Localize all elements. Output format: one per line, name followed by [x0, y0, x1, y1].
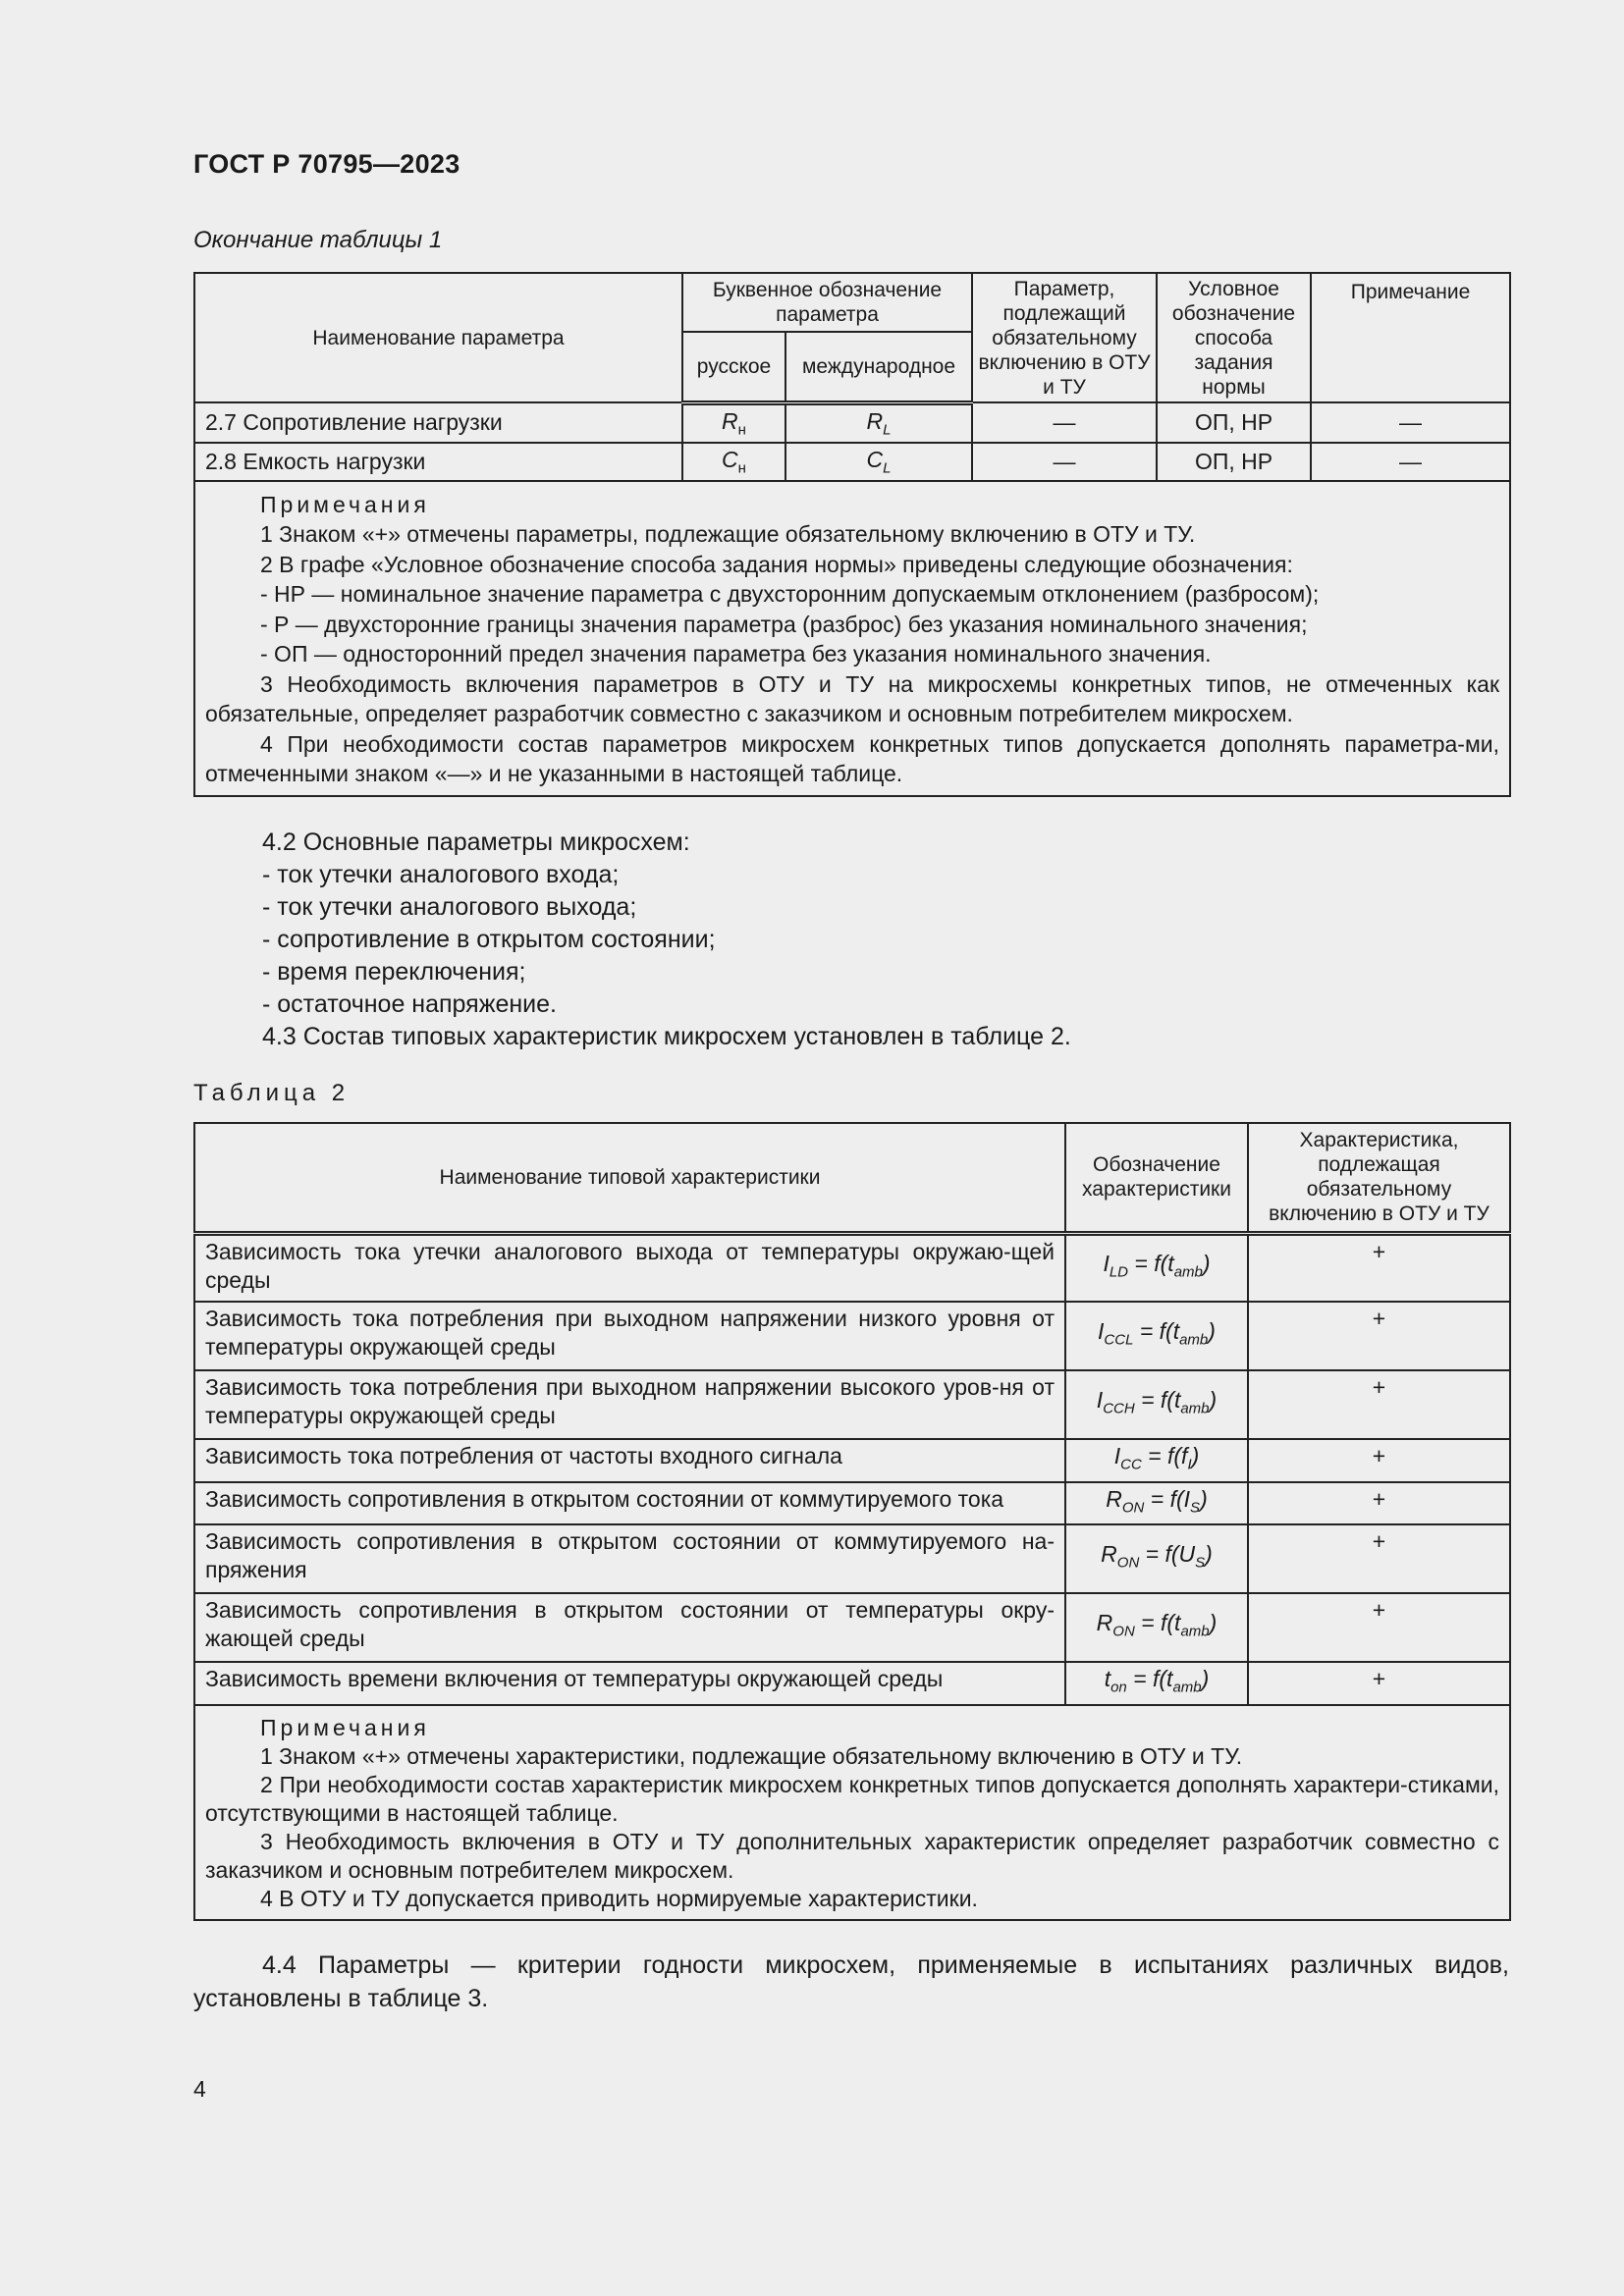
t2-row [194, 1482, 1510, 1525]
t2-row [194, 1524, 1510, 1593]
section-4-2 [193, 827, 1509, 1053]
t2-row [194, 1662, 1510, 1705]
t2-row [194, 1439, 1510, 1482]
t1-mandatory: — [972, 443, 1157, 481]
t2-header-mandatory: Характеристика, подлежащая обязательному включению в ОТУ и ТУ [1248, 1123, 1510, 1233]
t1-header-method: Условное обозначение способа задания нормы [1157, 273, 1311, 402]
t1-note: — [1311, 402, 1510, 443]
t1-note: — [1311, 443, 1510, 481]
t1-param-name: 2.7 Сопротивление нагрузки [194, 402, 682, 443]
t2-row [194, 1233, 1510, 1302]
t2-symbol: $I_{CC} = f(f_I)$ [1065, 1439, 1248, 1482]
t1-header-note: Примечание [1311, 273, 1510, 402]
t2-symbol: $I_{CCL} = f(t_{amb})$ [1065, 1302, 1248, 1370]
t2-symbol: $I_{CCH} = f(t_{amb})$ [1065, 1370, 1248, 1439]
t1-note-item: - ОП — односторонний предел значения параметра без указания номинального значения. [260, 641, 1212, 667]
t2-char-name: Зависимость сопротивления в открытом состоянии от температуры окру-жающей среды [194, 1593, 1065, 1662]
t2-row [194, 1302, 1510, 1370]
t1-notes [194, 481, 1510, 796]
t2-char-name: Зависимость тока потребления при выходном напряжении низкого уровня от температуры окружающей среды [194, 1302, 1065, 1370]
table-1 [193, 272, 1511, 797]
t2-row [194, 1370, 1510, 1439]
t1-note-item: 4 При необходимости состав параметров микросхем конкретных типов допускается дополнять параметра-ми, отмеченными знаком «—» и не указанными в настоящей таблице. [205, 730, 1500, 786]
table-2 [193, 1122, 1511, 1921]
t1-header-international: международное [785, 332, 972, 402]
list-item: - время переключения; [262, 958, 526, 986]
t2-note-item: 1 Знаком «+» отмечены характеристики, подлежащие обязательному включению в ОТУ и ТУ. [260, 1742, 1243, 1769]
t1-note-item: - НР — номинальное значение параметра с двухсторонним допускаемым отклонением (разбросом); [260, 581, 1320, 607]
t2-mark: + [1248, 1662, 1510, 1705]
section-4-3-text: 4.3 Состав типовых характеристик микросхем установлен в таблице 2. [262, 1023, 1071, 1050]
t1-header-russian: русское [682, 332, 785, 402]
t2-mark: + [1248, 1593, 1510, 1662]
t2-symbol: $R_{ON} = f(U_S)$ [1065, 1524, 1248, 1593]
page-number: 4 [193, 2076, 206, 2102]
t1-method: ОП, НР [1157, 402, 1311, 443]
t1-note-item: 1 Знаком «+» отмечены параметры, подлежащие обязательному включению в ОТУ и ТУ. [260, 521, 1196, 547]
t2-char-name: Зависимость сопротивления в открытом состоянии от коммутируемого на-пряжения [194, 1524, 1065, 1593]
section-4-4-text: 4.4 Параметры — критерии годности микросхем, применяемые в испытаниях различных видов, [262, 1951, 1509, 1979]
document-header: ГОСТ Р 70795—2023 [193, 149, 460, 179]
t1-note-item: - Р — двухсторонние границы значения параметра (разброс) без указания номинального значения; [260, 611, 1308, 637]
t2-char-name: Зависимость сопротивления в открытом состоянии от коммутируемого тока [194, 1482, 1065, 1525]
list-item: - ток утечки аналогового выхода; [262, 893, 637, 921]
t2-symbol: $R_{ON} = f(t_{amb})$ [1065, 1593, 1248, 1662]
section-4-4 [193, 1949, 1509, 2015]
t2-note-item: 3 Необходимость включения в ОТУ и ТУ дополнительных характеристик определяет разработчик совместно с заказчиком и основным потребителем микросхем. [205, 1828, 1499, 1883]
t1-header-mandatory: Параметр, подлежащий обязательному включению в ОТУ и ТУ [972, 273, 1157, 402]
t1-row [194, 443, 1510, 481]
t2-mark: + [1248, 1482, 1510, 1525]
t1-symbol-ru: $C_н$ [682, 443, 785, 481]
section-4-4-text-rest: установлены в таблице 3. [193, 1985, 489, 2012]
t1-param-name: 2.8 Емкость нагрузки [194, 443, 682, 481]
t1-notes-title: Примечания [260, 491, 430, 517]
t1-symbol-intl: $R_L$ [785, 402, 972, 443]
t1-mandatory: — [972, 402, 1157, 443]
t2-header-name: Наименование типовой характеристики [194, 1123, 1065, 1233]
t2-mark: + [1248, 1439, 1510, 1482]
t1-method: ОП, НР [1157, 443, 1311, 481]
t2-mark: + [1248, 1233, 1510, 1302]
t2-char-name: Зависимость тока потребления от частоты входного сигнала [194, 1439, 1065, 1482]
t2-mark: + [1248, 1302, 1510, 1370]
section-4-2-intro: 4.2 Основные параметры микросхем: [262, 828, 690, 856]
t1-header-letter: Буквенное обозначение параметра [682, 273, 972, 332]
t2-symbol: $I_{LD} = f(t_{amb})$ [1065, 1233, 1248, 1302]
t2-mark: + [1248, 1370, 1510, 1439]
t1-note-item: 2 В графе «Условное обозначение способа задания нормы» приведены следующие обозначения: [260, 551, 1293, 577]
t2-symbol: $t_{on} = f(t_{amb})$ [1065, 1662, 1248, 1705]
t2-header-designation: Обозначение характеристики [1065, 1123, 1248, 1233]
list-item: - остаточное напряжение. [262, 990, 557, 1018]
t2-note-item: 2 При необходимости состав характеристик микросхем конкретных типов допускается дополнять характери-стиками, отсутствующими в настоящей таблице. [205, 1771, 1499, 1826]
list-item: - ток утечки аналогового входа; [262, 861, 620, 888]
t1-symbol-ru: $R_н$ [682, 402, 785, 443]
t2-notes-title: Примечания [260, 1714, 430, 1740]
t1-symbol-intl: $C_L$ [785, 443, 972, 481]
t2-char-name: Зависимость тока потребления при выходном напряжении высокого уров-ня от температуры окружающей среды [194, 1370, 1065, 1439]
table1-continuation-label: Окончание таблицы 1 [193, 227, 443, 253]
t2-row [194, 1593, 1510, 1662]
t2-char-name: Зависимость тока утечки аналогового выхода от температуры окружаю-щей среды [194, 1233, 1065, 1302]
t1-note-item: 3 Необходимость включения параметров в ОТУ и ТУ на микросхемы конкретных типов, не отмеченных как обязательные, определяет разработчик совместно с заказчиком и основным потребителем микросхем. [205, 670, 1500, 726]
t2-note-item: 4 В ОТУ и ТУ допускается приводить нормируемые характеристики. [260, 1885, 978, 1911]
t1-row [194, 402, 1510, 443]
list-item: - сопротивление в открытом состоянии; [262, 926, 716, 953]
t2-mark: + [1248, 1524, 1510, 1593]
t2-notes [194, 1705, 1510, 1920]
table2-label: Таблица 2 [193, 1080, 351, 1106]
t2-char-name: Зависимость времени включения от температуры окружающей среды [194, 1662, 1065, 1705]
t1-header-name: Наименование параметра [194, 273, 682, 402]
t2-symbol: $R_{ON} = f(I_S)$ [1065, 1482, 1248, 1525]
